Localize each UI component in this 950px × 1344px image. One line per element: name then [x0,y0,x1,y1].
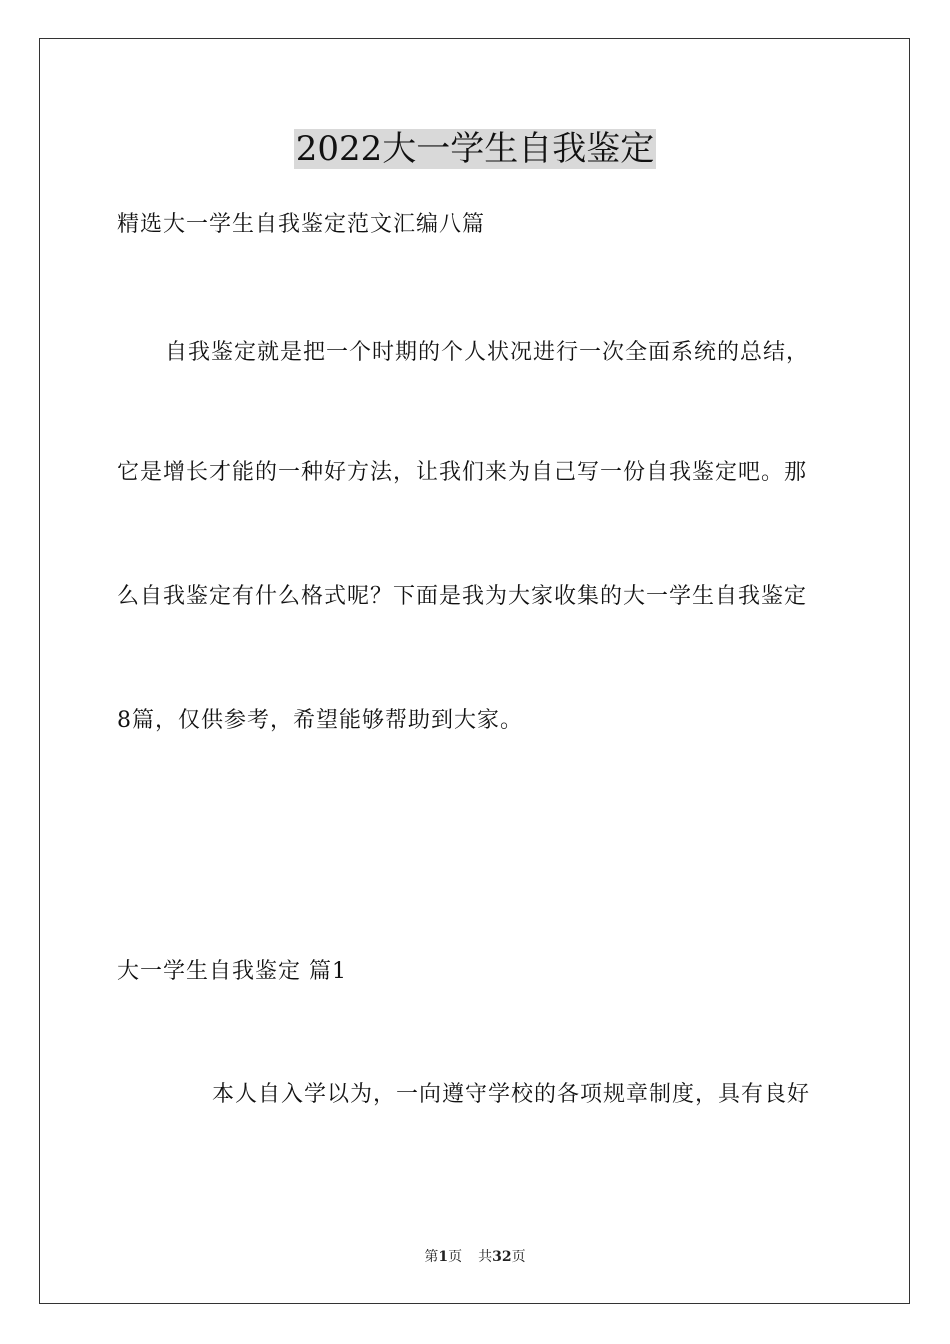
footer-page-prefix: 第 [424,1249,439,1265]
intro-line-2: 它是增长才能的一种好方法，让我们来为自己写一份自我鉴定吧。那 [117,460,808,485]
footer-total-pages: 32 [492,1249,512,1265]
footer-page-number: 1 [438,1249,449,1265]
footer-total-prefix: 共 [478,1249,493,1265]
footer-page-suffix: 页 [448,1249,463,1265]
section-heading: 大一学生自我鉴定 篇1 [117,959,347,984]
intro-line-4: 8篇，仅供参考，希望能够帮助到大家。 [117,708,523,733]
document-title-text: 2022大一学生自我鉴定 [295,129,655,169]
intro-line-3: 么自我鉴定有什么格式呢？下面是我为大家收集的大一学生自我鉴定 [117,584,808,609]
page-footer [0,1247,950,1267]
footer-total-suffix: 页 [511,1249,526,1265]
document-title [0,122,950,176]
document-subtitle: 精选大一学生自我鉴定范文汇编八篇 [117,212,486,237]
section-first-line: 本人自入学以为，一向遵守学校的各项规章制度，具有良好 [212,1082,811,1107]
intro-line-1: 自我鉴定就是把一个时期的个人状况进行一次全面系统的总结， [165,340,810,365]
